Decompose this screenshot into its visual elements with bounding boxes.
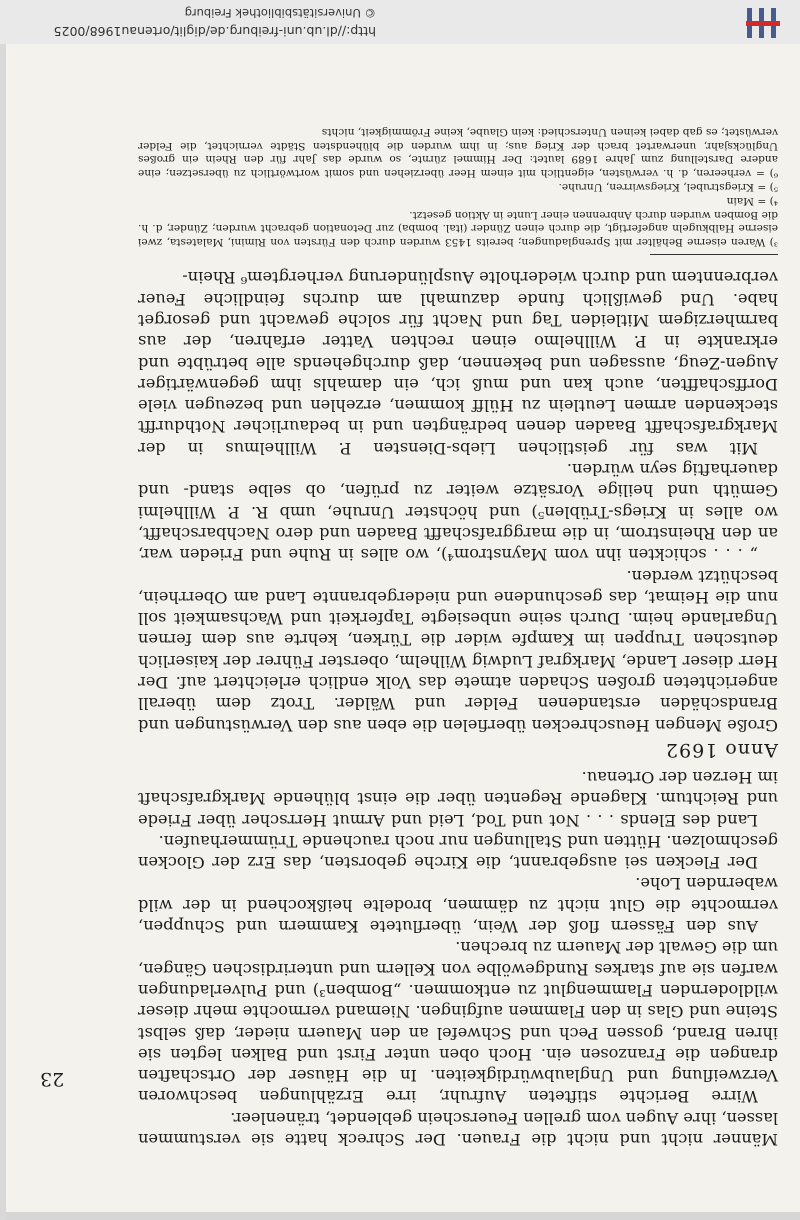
paragraph-7: „ . . . schickten ihn vom Maynstrom⁴), wo alles in Ruhe und Frieden war, an den Rheinstrom, in die marggrafschafft Baaden und dero Nachbarschafft, wo alles in Kriegs-Trüblen⁵) und höchster Unruhe, umb R. P. Willhelmi Gemüth und heilige Vorsätze weiter zu prüfen, ob selbe stand- und dauerhaftig seyn würden. (138, 460, 778, 565)
footnotes (138, 124, 778, 248)
paragraph-6: Große Mengen Heuschrecken überfielen die eben aus den Verwüstungen und Brandschäden erstandenen Felder und Wälder. Trotz dem überall angerichteten großen Schaden atmete das Volk endlich erleichtert auf. Der Herr dieser Lande, Markgraf Ludwig Wilhelm, oberster Führer der kaiserlich deutschen Truppen im Kampfe wider die Türken, kehrte aus dem fernen Ungarlande heim. Durch seine unbesiegte Tapferkeit und Wachsamkeit soll nun die Heimat, das geschundene und niedergebrannte Land am Oberrhein, beschützt werden. (138, 566, 778, 735)
page-number: 23 (40, 1068, 65, 1090)
paragraph-4: Der Flecken sei ausgebrannt, die Kirche geborsten, das Erz der Glocken geschmolzen. Hütten und Stallungen nur noch rauchende Trümmerhaufen. (138, 831, 778, 873)
paragraph-8: Mit was für geistlichen Liebs-Diensten P. Willhelmus in der Markgrafschafft Baaden denen bedrängten und in bedaurlicher Nothdurfft steckenden armen Leutlein zu Hülff kommen, erzehlen und bezeugen viele Dorffschafften, auch kan und muß ich, ein damahls ihm gegenwärtiger Augen-Zeug, aussagen und bekennen, daß durchgehends alle betrübte und erkrankte in P. Willhelmo einen rechten Vatter erfahren, der aus barmherzigem Mitleiden Tag und Nacht für solche gewacht und gesorget habe. Und gewißlich funde dazumahl am durchs feindliche Feuer verbrenntem und durch wiederholte Ausplünderung verhergtem⁶ Rhein- (138, 268, 778, 458)
page-side-rule (0, 0, 6, 1220)
footnote-3: ³) Waren eiserne Behälter mit Sprengladungen; bereits 1453 wurden durch den Fürsten von Rimini, Malatesta, zwei eiserne Halbkugeln angefertigt, die durch einen Zünder (ital. bomba) zur Detonation gebracht wurden; Zünder, d. h. die Bomben wurden durch Anbrennen einer Lunte in Aktion gesetzt. (138, 208, 778, 249)
footnote-4: ⁴) = Main (726, 194, 778, 207)
ub-freiburg-logo-icon (742, 4, 782, 40)
source-url[interactable]: http://dl.ub.uni-freiburg.de/diglit/ortenau1968/0025 (53, 24, 376, 39)
paragraph-5: Land des Elends . . . Not und Tod, Leid und Armut Herrscher über Friede und Reichtum. Klagende Regenten über die einst blühende Markgrafschaft im Herzen der Ortenau. (138, 767, 778, 830)
source-bar (0, 0, 800, 44)
year-heading: Anno 1692 (664, 738, 778, 761)
footnote-5: ⁵) = Kriegstrubel, Kriegswirren, Unruhe. (558, 180, 778, 193)
footnote-6: ⁶) = verheeren, d. h. verwüsten, eigentlich mit einem Heer überziehen und somit wortwörtlich zu übersetzen; eine andere Darstellung zum Jahre 1689 lautet: Der Himmel zürnte, so wurde das Jahr für den Rhein ein großes Unglücksjahr, unerwartet brach der Krieg aus; in ihm wurden die blühendsten Städte vernichtet, die Felder verwüstet; es gab dabei keinen Unterschied: kein Glaube, keine Frömmigkeit, nichts (138, 125, 778, 180)
paragraph-3: Aus den Fässern floß der Wein, überflutete Kammern und Schuppen, vermochte die Glut nicht zu dämmen, brodelte heißkochend in der wild wabernden Lohe. (138, 874, 778, 937)
source-institution: © Universitätsbibliothek Freiburg (184, 6, 376, 20)
paragraph-2: Wirre Berichte stifteten Aufruhr, irre Erzählungen beschworen Verzweiflung und Unglaubwürdigkeiten. In die Häuser der Ortschaften drangen die Franzosen ein. Hoch oben unter First und Balken legten sie ihren Brand, gossen Pech und Schwefel an den Mauern nieder, daß selbst Steine und Glas in den Flammen aufgingen. Niemand vermochte mehr dieser wildlodernden Flammenglut zu entkommen. „Bomben³) und Pulverladungen warfen sie auf starkes Rundgewölbe von Kellern und unterirdischen Gängen, um die Gewalt der Mauern zu brechen. (138, 938, 778, 1107)
paragraph-1: Männer nicht und nicht die Frauen. Der Schreck hatte sie verstummen lassen, ihre Augen vom grellen Feuerschein geblendet, tränenleer. (138, 1108, 778, 1149)
footnote-separator (650, 254, 778, 255)
page-bottom-band (0, 1212, 800, 1220)
body-text (138, 124, 778, 1150)
